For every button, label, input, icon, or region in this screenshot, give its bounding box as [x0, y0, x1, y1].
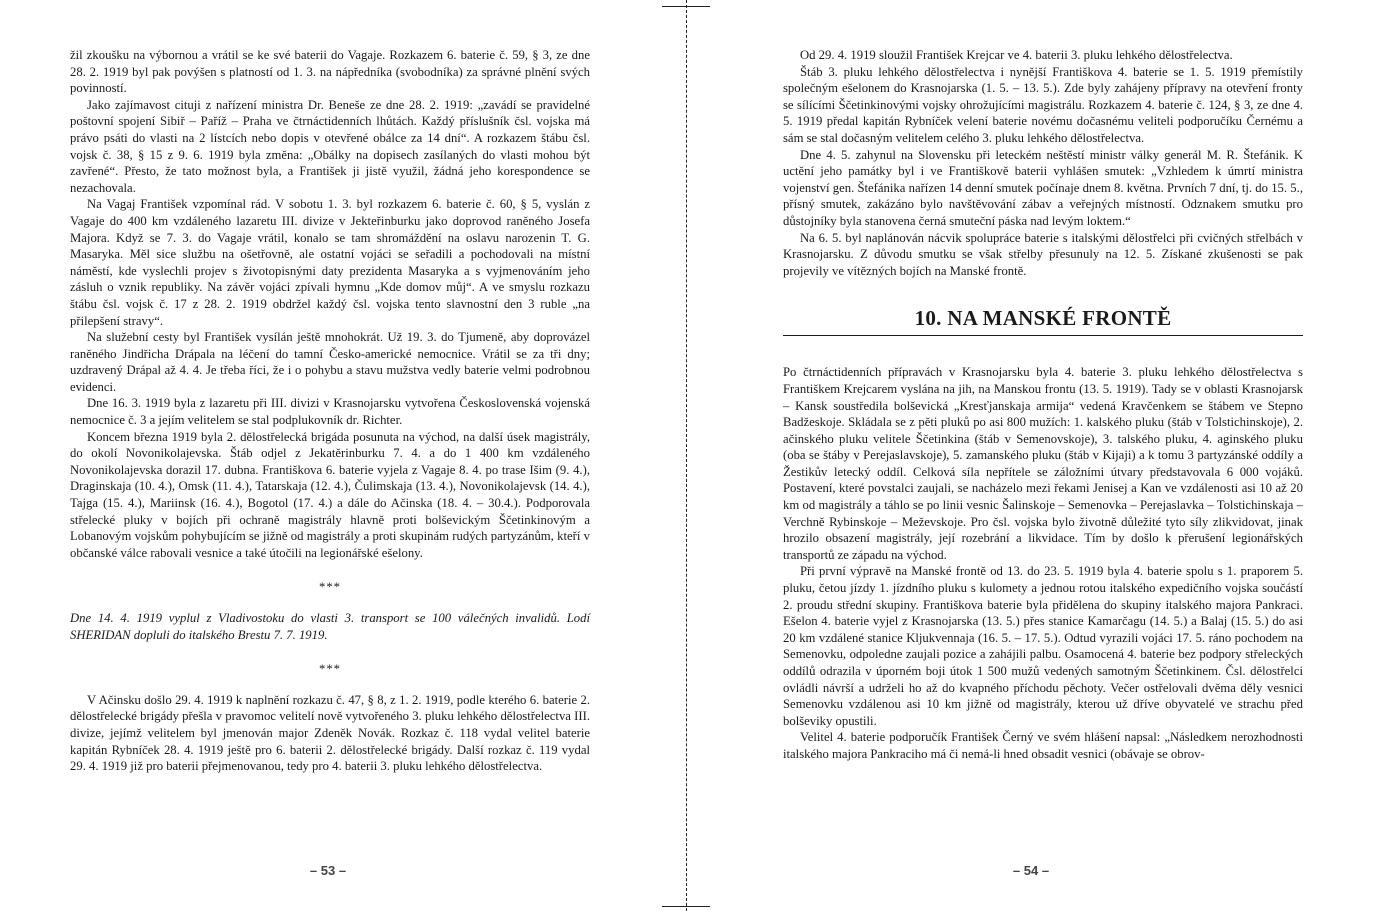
italic-note: Dne 14. 4. 1919 vyplul z Vladivostoku do vlasti 3. transport se 100 válečných invalidů. Lodí SHERIDAN dopluli do italského Brestu 7. 7. 1919.	[70, 611, 590, 642]
page-number: – 54 –	[1012, 863, 1050, 878]
paragraph: Dne 4. 5. zahynul na Slovensku při leteckém neštěstí ministr války generál M. R. Štefánik. K uctění jeho památky byl i ve Františkově baterii vyhlášen smutek: „Vzhledem k úmrtí ministra vojenství gen. Štefánika nařízen 14 denní smutek počínaje dnem 8. května. Prvních 7 dní, tj. do 15. 5., přísný smutek, zakázáno bylo navštěvování zábav a veřejných místností. Odznakem smutku pro důstojníky byla stanovena černá smuteční páska nad levým loktem.“	[783, 147, 1303, 228]
paragraph: Koncem března 1919 byla 2. dělostřelecká brigáda posunuta na východ, na další úsek magistrály, do okolí Novonikolajevska. Štáb odjel z Jekatěrinburku 7. 4. a do 1 400 km vzdáleného Novonikolajevska dorazil 17. dubna. Františkova 6. baterie vyjela z Vagaje 8. 4. po trase Išim (9. 4.), Draginskaja (10. 4.), Omsk (11. 4.), Tatarskaja (12. 4.), Čulimskaja (13. 4.), Novonikolajevsk (14. 4.), Tajga (15. 4.), Mariinsk (16. 4.), Bogotol (17. 4.) a dále do Ačinska (18. 4. – 30.4.). Podporovala střelecké pluky v bojích při ochraně magistrály hlavně proti bolševickým Ščetinkinovým a Lobanovým vojskům pohybujícím se jižně od magistrály a proti skupinám rudých partyzánům, kteří v občanské válce rabovali vesnice a také útočili na legionářské ešelony.	[70, 429, 590, 560]
paragraph: Na 6. 5. byl naplánován nácvik spolupráce baterie s italskými dělostřelci při cvičných střelbách v Krasnojarsku. Z důvodu smutku se však střelby přesunuly na 12. 5. Získané zkušenosti se pak projevily ve vítězných bojích na Manské frontě.	[783, 230, 1303, 278]
paragraph: Velitel 4. baterie podporučík František Černý ve svém hlášení napsal: „Následkem nerozhodnosti italského majora Pankraciho má či nemá-li hned obsadit vesnici (obávaje se obrov-	[783, 730, 1303, 761]
paragraph: Při první výpravě na Manské frontě od 13. do 23. 5. 1919 byla 4. baterie spolu s 1. praporem 5. pluku, četou jízdy 1. jízdního pluku s kulomety a jednou rotou italského expedičního vojska součástí 2. proudu střední skupiny. Františkova baterie byla přidělena do skupiny italského majora Pankraci. Ešelon 4. baterie vyjel z Krasnojarska (13. 5.) přes stanice Kamarčagu (14. 5.) a Balaj (15. 5.) do asi 20 km vzdálené stanice Kljukvennaja (16. 5. – 17. 5.). Odtud vyrazili vojáci 17. 5. ráno pochodem na Semenovku, odpoledne zaujali pozice a zahájili palbu. Osamocená 4. baterie bez podpory střeleckých oddílů odrazila v úporném boji útok 1 500 mužů vedených samotným Ščetinkinem. Čsl. dělostřelci ovládli návrší a udrželi ho až do kvapného příchodu pěchoty. Večer ostřelovali dvěma děly vesnici Semenovku vzdálenou asi 10 km jižně od magistrály, kterou už dříve obyvatelé ve strachu před bolševiky opustili.	[783, 564, 1303, 728]
right-page	[690, 0, 1378, 911]
paragraph: Dne 16. 3. 1919 byla z lazaretu při III. divizi v Krasnojarsku vytvořena Československá vojenská nemocnice č. 3 a jejím velitelem se stal podplukovník dr. Richter.	[70, 396, 590, 428]
paragraph: V Ačinsku došlo 29. 4. 1919 k naplnění rozkazu č. 47, § 8, z 1. 2. 1919, podle kterého 6. baterie 2. dělostřelecké brigády přešla v pravomoc velitelí nově vytvořeného 3. pluku lehkého dělostřelectva III. divize, jejímž velitelem byl jmenován major Zdeněk Novák. Rozkaz č. 118 vydal velitel baterie kapitán Rybníček 28. 4. 1919 ještě pro 6. baterii 2. dělostřelecké brigády. Další rozkaz č. 119 vydal 29. 4. 1919 již pro baterii přejmenovanou, tedy pro 4. baterii 3. pluku lehkého dělostřelectva.	[70, 692, 590, 774]
paragraph: Štáb 3. pluku lehkého dělostřelectva i nynější Františkova 4. baterie se 1. 5. 1919 přemístily společným ešelonem do Krasnojarska (1. 5. – 13. 5.). Zde byly zahájeny přípravy na otevření fronty se sílícími Ščetinkinovými vojsky ohrožujícími magistrálu. Rozkazem 4. baterie č. 124, § 3, ze dne 4. 5. 1919 předal kapitán Rybníček velení baterie novému dočasnému veliteli podporučíku Černému a sám se stal dočasným velitelem celého 3. pluku lehkého dělostřelectva.	[783, 64, 1303, 145]
paragraph: Po čtrnáctidenních přípravách v Krasnojarsku byla 4. baterie 3. pluku lehkého dělostřelectva s Františkem Krejcarem vyslána na jih, na Manskou frontu (13. 5. 1919). Tady se v oblasti Krasnojarsk – Kansk soustředila bolševická „Kresťjanskaja armija“ vedená Kravčenkem se štábem ve Stepno Badžeskoje. Skládala se z pěti pluků po asi 800 mužích: 1. kalského pluku (štáb v Tolstichinskoje), 2. ačinského pluku velitele Ščetinkina (štáb v Semenovskoje), 3. talského pluku, 4. aginského pluku (oba se štáby v Perejaslavskoje), 5. zamanského pluku (štáb v Kijaji) a k tomu 3 partyzánské oddíly a Žestikův letecký oddíl. Celková síla nepřítele se záložními útvary představovala 6 000 vojáků. Postavení, které povstalci zaujali, se nacházelo mezi řekami Jenisej a Kan ve vzdálenosti asi 10 až 20 km od magistrály a táhlo se po linii vesnic Šalinskoje – Semenovka – Perejaslavka – Tolstichinskaja – Verchně Rybinskoje – Meževskoje. Pro čsl. vojska bylo životně důležité tyto síly zlikvidovat, jinak hrozilo obsazení magistrály, její rozebrání a likvidace. Tím by došlo k přerušení legionářských transportů ze západu na východ.	[783, 365, 1303, 562]
chapter-title: 10. NA MANSKÉ FRONTĚ	[783, 305, 1303, 336]
right-text-column	[783, 47, 1303, 763]
left-text-column	[70, 47, 590, 775]
left-page	[0, 0, 680, 911]
paragraph: Od 29. 4. 1919 sloužil František Krejcar ve 4. baterii 3. pluku lehkého dělostřelectva.	[800, 48, 1233, 62]
paragraph: Jako zajímavost cituji z nařízení ministra Dr. Beneše ze dne 28. 2. 1919: „zavádí se pravidelné poštovní spojení Sibiř – Paříž – Praha ve čtrnáctidenních lhůtách. Každý příslušník čsl. vojska má právo psáti do vlasti na 2 lístcích nebo dopis v otevřené obálce za 14 dní“. A rozkazem štábu čsl. vojsk č. 38, § 15 z 9. 6. 1919 byla změna: „Obálky na dopisech zasílaných do vlasti mohou být zavřené“. Přesto, že tato možnost byla, a František ji jistě využil, žádná jeho korespondence se nezachovala.	[70, 97, 590, 195]
section-separator: ***	[318, 580, 342, 595]
paragraph: Na Vagaj František vzpomínal rád. V sobotu 1. 3. byl rozkazem 6. baterie č. 60, § 5, vyslán z Vagaje do 400 km vzdáleného lazaretu III. divize v Jekteřinburku jako doprovod raněného Josefa Majora. Když se 7. 3. do Vagaje vrátil, konalo se tam shromáždění na oslavu narozenin T. G. Masaryka. Měl sice službu na ošetřovně, ale ostatní vojáci se seřadili a pochodovali na místní náměstí, kde vyslechli projev s životopisnými daty prezidenta Masaryka a s vyjmenováním jeho zásluh o vznik republiky. Na závěr vojáci zpívali hymnu „Kde domov můj“. A ve smyslu rozkazu štábu čsl. vojsk č. 17 z 28. 2. 1919 obdržel každý čsl. vojska tento slavnostní den 3 ruble „na přilepšení stravy“.	[70, 197, 590, 328]
page-number: – 53 –	[309, 863, 347, 878]
gutter-cut-line	[686, 0, 687, 911]
section-separator: ***	[318, 662, 342, 677]
paragraph: žil zkoušku na výbornou a vrátil se ke své baterii do Vagaje. Rozkazem 6. baterie č. 59, § 3, ze dne 28. 2. 1919 byl pak povýšen s platností od 1. 3. na nápředníka (svobodníka) za správné plnění svých povinností.	[70, 48, 590, 96]
paragraph: Na služební cesty byl František vysílán ještě mnohokrát. Už 19. 3. do Tjumeně, aby doprovázel raněného Jindřicha Drápala na léčení do tamní Česko-americké nemocnice. Vrátil se za tři dny; uzdravený Drápal až 4. 4. Je třeba říci, že i o pohybu a stavu mužstva vedly baterie velmi podrobnou evidenci.	[70, 330, 590, 394]
